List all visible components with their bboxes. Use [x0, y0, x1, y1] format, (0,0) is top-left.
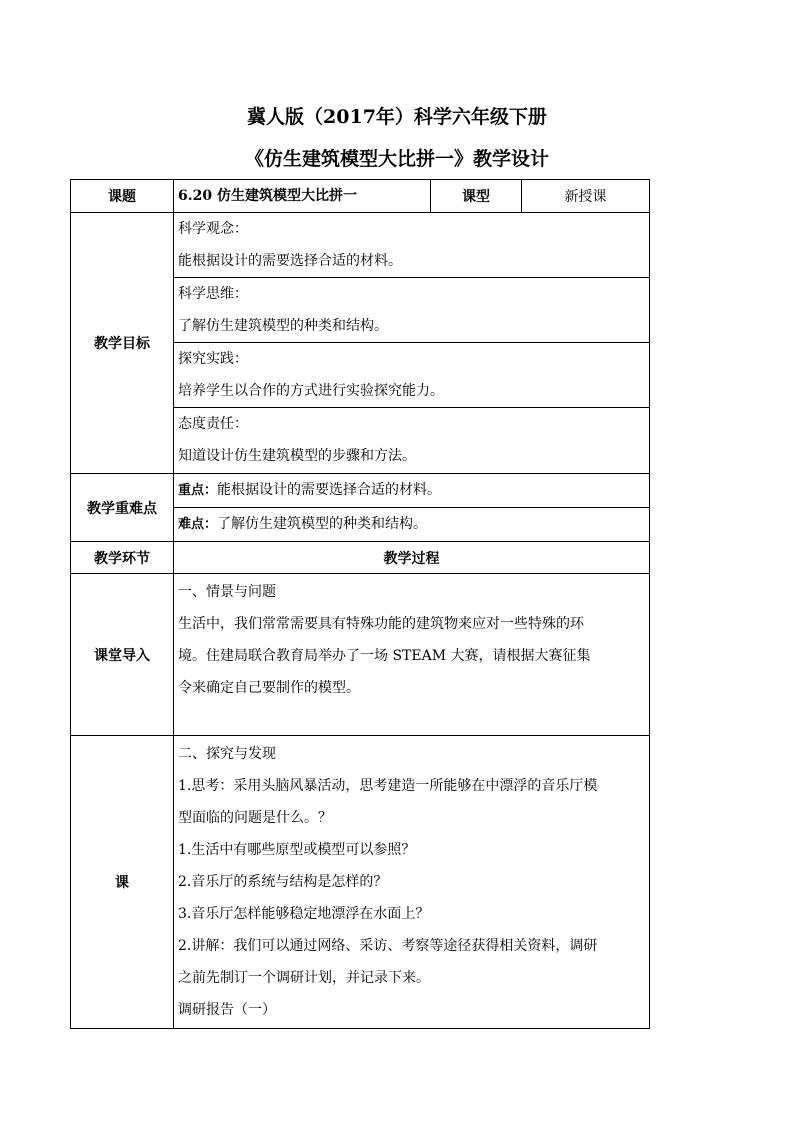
intro-line: 一、情景与问题	[178, 584, 276, 600]
topic-row	[71, 180, 650, 213]
process-header: 教学过程	[174, 542, 650, 574]
objective-text: 了解仿生建筑模型的种类和结构。	[178, 318, 388, 334]
lesson-line: 1.思考：采用头脑风暴活动，思考建造一所能够在中漂浮的音乐厅模	[178, 778, 598, 794]
lesson-content	[174, 736, 650, 1029]
objective-text: 知道设计仿生建筑模型的步骤和方法。	[178, 448, 416, 464]
key-points-label: 教学重难点	[71, 474, 174, 542]
document-subtitle: 《仿生建筑模型大比拼一》教学设计	[244, 148, 549, 170]
intro-content	[174, 574, 650, 736]
lesson-line: 二、探究与发现	[178, 746, 276, 762]
topic-label: 课题	[71, 180, 174, 213]
lesson-row	[71, 736, 650, 1029]
key-point	[174, 474, 650, 508]
document-title: 冀人版（2017年）科学六年级下册	[247, 106, 547, 128]
lesson-line: 调研报告（一）	[178, 1002, 276, 1018]
process-header-row	[71, 542, 650, 574]
lesson-line: 2.音乐厅的系统与结构是怎样的？	[178, 874, 388, 890]
lesson-line: 之前先制订一个调研计划，并记录下来。	[178, 970, 430, 986]
type-value: 新授课	[522, 180, 650, 213]
type-label: 课型	[431, 180, 522, 213]
topic-value: 6.20 仿生建筑模型大比拼一	[174, 180, 431, 213]
lesson-line: 1.生活中有哪些原型或模型可以参照？	[178, 842, 416, 858]
objective-text: 能根据设计的需要选择合适的材料。	[178, 253, 402, 269]
objective-item	[174, 278, 650, 343]
key-point-label: 重点：	[178, 483, 218, 498]
objective-heading: 态度责任：	[178, 416, 248, 432]
intro-label: 课堂导入	[71, 574, 174, 736]
objectives-label: 教学目标	[71, 213, 174, 474]
lesson-label: 课	[71, 736, 174, 1029]
key-point-text: 能根据设计的需要选择合适的材料。	[217, 482, 442, 498]
objective-heading: 科学观念：	[178, 221, 248, 237]
lesson-line: 型面临的问题是什么。？	[178, 810, 332, 826]
key-point-row	[71, 474, 650, 508]
objective-heading: 科学思维：	[178, 286, 248, 302]
objective-item	[174, 213, 650, 278]
intro-line: 生活中，我们常常需要具有特殊功能的建筑物来应对一些特殊的环	[178, 616, 584, 632]
intro-line: 境。住建局联合教育局举办了一场 STEAM 大赛，请根据大赛征集	[178, 648, 591, 664]
lesson-plan-table	[70, 179, 650, 1029]
objective-item	[174, 408, 650, 474]
objective-row	[71, 213, 650, 278]
intro-row	[71, 574, 650, 736]
lesson-line: 2.讲解：我们可以通过网络、采访、考察等途径获得相关资料，调研	[178, 938, 598, 954]
lesson-line: 3.音乐厅怎样能够稳定地漂浮在水面上？	[178, 906, 430, 922]
objective-heading: 探究实践：	[178, 351, 248, 367]
difficult-point	[174, 508, 650, 542]
difficult-point-label: 难点：	[178, 517, 218, 532]
difficult-point-text: 了解仿生建筑模型的种类和结构。	[217, 516, 428, 532]
intro-line: 令来确定自己要制作的模型。	[178, 680, 360, 696]
objective-item	[174, 343, 650, 408]
objective-text: 培养学生以合作的方式进行实验探究能力。	[178, 383, 444, 399]
stage-header: 教学环节	[71, 542, 174, 574]
